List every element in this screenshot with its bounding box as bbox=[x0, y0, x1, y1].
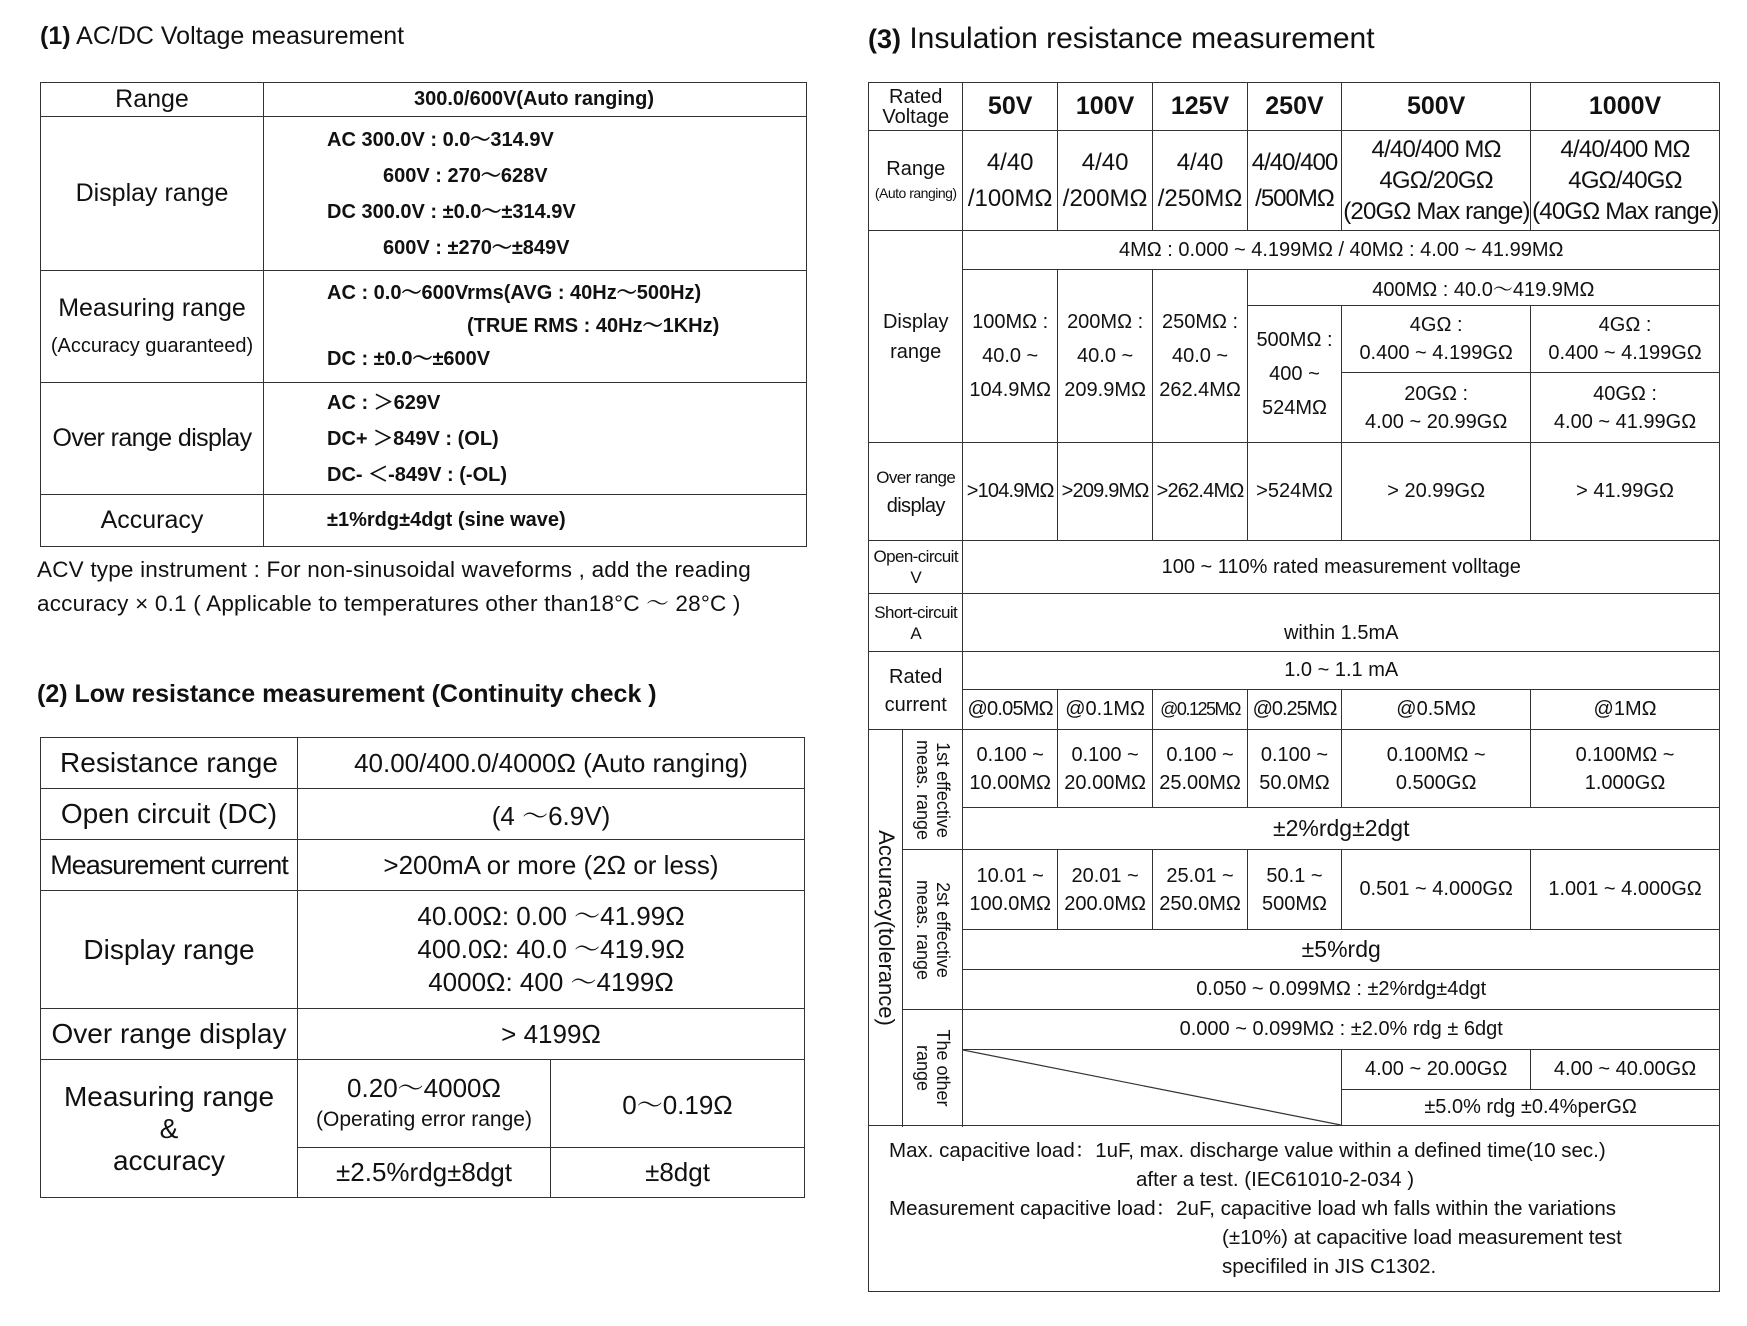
measuring-range-a: 0.20～4000Ω (Operating error range) bbox=[298, 1060, 551, 1148]
over-range-value: AC : ＞629V DC+ ＞849V : (OL) DC- ＜-849V : (-OL) bbox=[264, 383, 807, 495]
rated-current-value: 1.0 ~ 1.1 mA bbox=[963, 652, 1720, 690]
voltage-125v: 125V bbox=[1153, 83, 1247, 131]
accuracy-a: ±2.5%rdg±8dgt bbox=[298, 1148, 551, 1198]
other-accuracy: ±5.0% rdg ±0.4%perGΩ bbox=[1342, 1090, 1720, 1126]
range-250v: 4/40/400 /500MΩ bbox=[1247, 131, 1341, 231]
measuring-range-b: 0～0.19Ω bbox=[551, 1060, 805, 1148]
display-500v-20g: 20GΩ : 4.00 ~ 20.99GΩ bbox=[1342, 373, 1531, 443]
over-range-label: Over range display bbox=[41, 383, 264, 495]
range-125v: 4/40 /250MΩ bbox=[1153, 131, 1247, 231]
measurement-current-label: Measurement current bbox=[41, 840, 298, 891]
voltage-50v: 50V bbox=[963, 83, 1057, 131]
rated-at-125v: @0.125MΩ bbox=[1153, 690, 1247, 730]
accuracy-b: ±8dgt bbox=[551, 1148, 805, 1198]
short-circuit-value: within 1.5mA bbox=[963, 594, 1720, 652]
first-accuracy: ±2%rdg±2dgt bbox=[963, 808, 1720, 850]
voltage-250v: 250V bbox=[1247, 83, 1341, 131]
display-range-label-3: Display range bbox=[869, 231, 963, 443]
rated-at-100v: @0.1MΩ bbox=[1057, 690, 1152, 730]
short-circuit-label: Short-circuit A bbox=[869, 594, 963, 652]
second-range-125v: 25.01 ~ 250.0MΩ bbox=[1153, 850, 1247, 930]
section1-title: (1) AC/DC Voltage measurement bbox=[40, 22, 405, 50]
measuring-accuracy-label: Measuring range & accuracy bbox=[41, 1060, 298, 1198]
measuring-range-value: AC : 0.0～600Vrms(AVG : 40Hz～500Hz) (TRUE RMS : 40Hz～1KHz) DC : ±0.0～±600V bbox=[264, 271, 807, 383]
accuracy-value: ±1%rdg±4dgt (sine wave) bbox=[264, 495, 807, 547]
over-range-label-3: Over range display bbox=[869, 443, 963, 541]
open-circuit-value: (4 ～6.9V) bbox=[298, 789, 805, 840]
display-1000v-40g: 40GΩ : 4.00 ~ 41.99GΩ bbox=[1531, 373, 1720, 443]
acv-note: ACV type instrument : For non-sinusoidal waveforms , add the reading accuracy × 0.1 ( Applicable to temperatures other than18°C ～ 28°C ) bbox=[37, 557, 751, 616]
rated-at-250v: @0.25MΩ bbox=[1247, 690, 1341, 730]
display-100v: 200MΩ : 40.0 ~ 209.9MΩ bbox=[1057, 270, 1152, 443]
accuracy-label: Accuracy bbox=[41, 495, 264, 547]
range-50v: 4/40 /100MΩ bbox=[963, 131, 1057, 231]
display-500v-4g: 4GΩ : 0.400 ~ 4.199GΩ bbox=[1342, 306, 1531, 373]
display-125v: 250MΩ : 40.0 ~ 262.4MΩ bbox=[1153, 270, 1247, 443]
insulation-resistance-table bbox=[868, 82, 1720, 1292]
range-500v: 4/40/400 MΩ 4GΩ/20GΩ (20GΩ Max range) bbox=[1342, 131, 1531, 231]
ac-dc-voltage-table bbox=[40, 82, 807, 547]
over-range-value-2: > 4199Ω bbox=[298, 1009, 805, 1060]
second-range-250v: 50.1 ~ 500MΩ bbox=[1247, 850, 1341, 930]
range-1000v: 4/40/400 MΩ 4GΩ/40GΩ (40GΩ Max range) bbox=[1531, 131, 1720, 231]
range-label: Range bbox=[41, 83, 264, 117]
rated-voltage-label: Rated Voltage bbox=[869, 83, 963, 131]
second-range-50v: 10.01 ~ 100.0MΩ bbox=[963, 850, 1057, 930]
second-range-100v: 20.01 ~ 200.0MΩ bbox=[1057, 850, 1152, 930]
diagonal-empty-cell bbox=[963, 1050, 1342, 1126]
first-range-1000v: 0.100MΩ ~ 1.000GΩ bbox=[1531, 730, 1720, 808]
second-effective-label: 2st effective meas. range bbox=[903, 850, 963, 1010]
second-accuracy: ±5%rdg bbox=[963, 930, 1720, 970]
resistance-range-value: 40.00/400.0/4000Ω (Auto ranging) bbox=[298, 738, 805, 789]
rated-current-label: Rated current bbox=[869, 652, 963, 730]
open-circuit-value-3: 100 ~ 110% rated measurement volltage bbox=[963, 541, 1720, 594]
display-range-label-2: Display range bbox=[41, 891, 298, 1009]
second-range-500v: 0.501 ~ 4.000GΩ bbox=[1342, 850, 1531, 930]
range-label-3: Range (Auto ranging) bbox=[869, 131, 963, 231]
over-100v: >209.9MΩ bbox=[1057, 443, 1152, 541]
rated-at-500v: @0.5MΩ bbox=[1342, 690, 1531, 730]
over-500v: > 20.99GΩ bbox=[1342, 443, 1531, 541]
first-range-125v: 0.100 ~ 25.00MΩ bbox=[1153, 730, 1247, 808]
first-range-500v: 0.100MΩ ~ 0.500GΩ bbox=[1342, 730, 1531, 808]
capacitive-load-notes: Max. capacitive load：1uF, max. discharge value within a defined time(10 sec.) after a test. (IEC61010-2-034 ) Measurement capacitive load：2uF, capacitive load wh falls within the variations (±10%) at capacitive load measurement test specifiled in JIS C1302. bbox=[869, 1126, 1720, 1292]
over-125v: >262.4MΩ bbox=[1153, 443, 1247, 541]
display-50v: 100MΩ : 40.0 ~ 104.9MΩ bbox=[963, 270, 1057, 443]
range-value: 300.0/600V(Auto ranging) bbox=[264, 83, 807, 117]
measurement-current-value: >200mA or more (2Ω or less) bbox=[298, 840, 805, 891]
other-range-label: The other range bbox=[903, 1010, 963, 1126]
open-circuit-label: Open circuit (DC) bbox=[41, 789, 298, 840]
display-common-range: 4MΩ : 0.000 ~ 4.199MΩ / 40MΩ : 4.00 ~ 41.99MΩ bbox=[963, 231, 1720, 270]
voltage-500v: 500V bbox=[1342, 83, 1531, 131]
other-range-500v: 4.00 ~ 20.00GΩ bbox=[1342, 1050, 1531, 1090]
display-range-label: Display range bbox=[41, 117, 264, 271]
rated-at-50v: @0.05MΩ bbox=[963, 690, 1057, 730]
over-50v: >104.9MΩ bbox=[963, 443, 1057, 541]
first-range-100v: 0.100 ~ 20.00MΩ bbox=[1057, 730, 1152, 808]
open-circuit-label-3: Open-circuit V bbox=[869, 541, 963, 594]
section2-title: (2) Low resistance measurement (Continuity check ) bbox=[37, 680, 657, 708]
accuracy-tolerance-label: Accuracy(tolerance) bbox=[869, 730, 903, 1126]
section3-title: (3) Insulation resistance measurement bbox=[868, 22, 1375, 55]
voltage-100v: 100V bbox=[1057, 83, 1152, 131]
second-extra-accuracy: 0.050 ~ 0.099MΩ : ±2%rdg±4dgt bbox=[963, 970, 1720, 1010]
display-400m-range: 400MΩ : 40.0～419.9MΩ bbox=[1247, 270, 1719, 306]
voltage-1000v: 1000V bbox=[1531, 83, 1720, 131]
display-1000v-4g: 4GΩ : 0.400 ~ 4.199GΩ bbox=[1531, 306, 1720, 373]
other-range-1000v: 4.00 ~ 40.00GΩ bbox=[1531, 1050, 1720, 1090]
first-range-250v: 0.100 ~ 50.0MΩ bbox=[1247, 730, 1341, 808]
display-range-value: AC 300.0V : 0.0～314.9V 600V : 270～628V DC 300.0V : ±0.0～±314.9V 600V : ±270～±849V bbox=[264, 117, 807, 271]
over-1000v: > 41.99GΩ bbox=[1531, 443, 1720, 541]
resistance-range-label: Resistance range bbox=[41, 738, 298, 789]
other-common-accuracy: 0.000 ~ 0.099MΩ : ±2.0% rdg ± 6dgt bbox=[963, 1010, 1720, 1050]
over-250v: >524MΩ bbox=[1247, 443, 1341, 541]
display-250v: 500MΩ : 400 ~ 524MΩ bbox=[1247, 306, 1341, 443]
first-range-50v: 0.100 ~ 10.00MΩ bbox=[963, 730, 1057, 808]
second-range-1000v: 1.001 ~ 4.000GΩ bbox=[1531, 850, 1720, 930]
low-resistance-table bbox=[40, 737, 805, 1198]
range-100v: 4/40 /200MΩ bbox=[1057, 131, 1152, 231]
rated-at-1000v: @1MΩ bbox=[1531, 690, 1720, 730]
diagonal-line bbox=[963, 1050, 1341, 1125]
display-range-value-2: 40.00Ω: 0.00 ～41.99Ω 400.0Ω: 40.0 ～419.9Ω 4000Ω: 400 ～4199Ω bbox=[298, 891, 805, 1009]
measuring-range-label: Measuring range (Accuracy guaranteed) bbox=[41, 271, 264, 383]
over-range-label-2: Over range display bbox=[41, 1009, 298, 1060]
first-effective-label: 1st effective meas. range bbox=[903, 730, 963, 850]
